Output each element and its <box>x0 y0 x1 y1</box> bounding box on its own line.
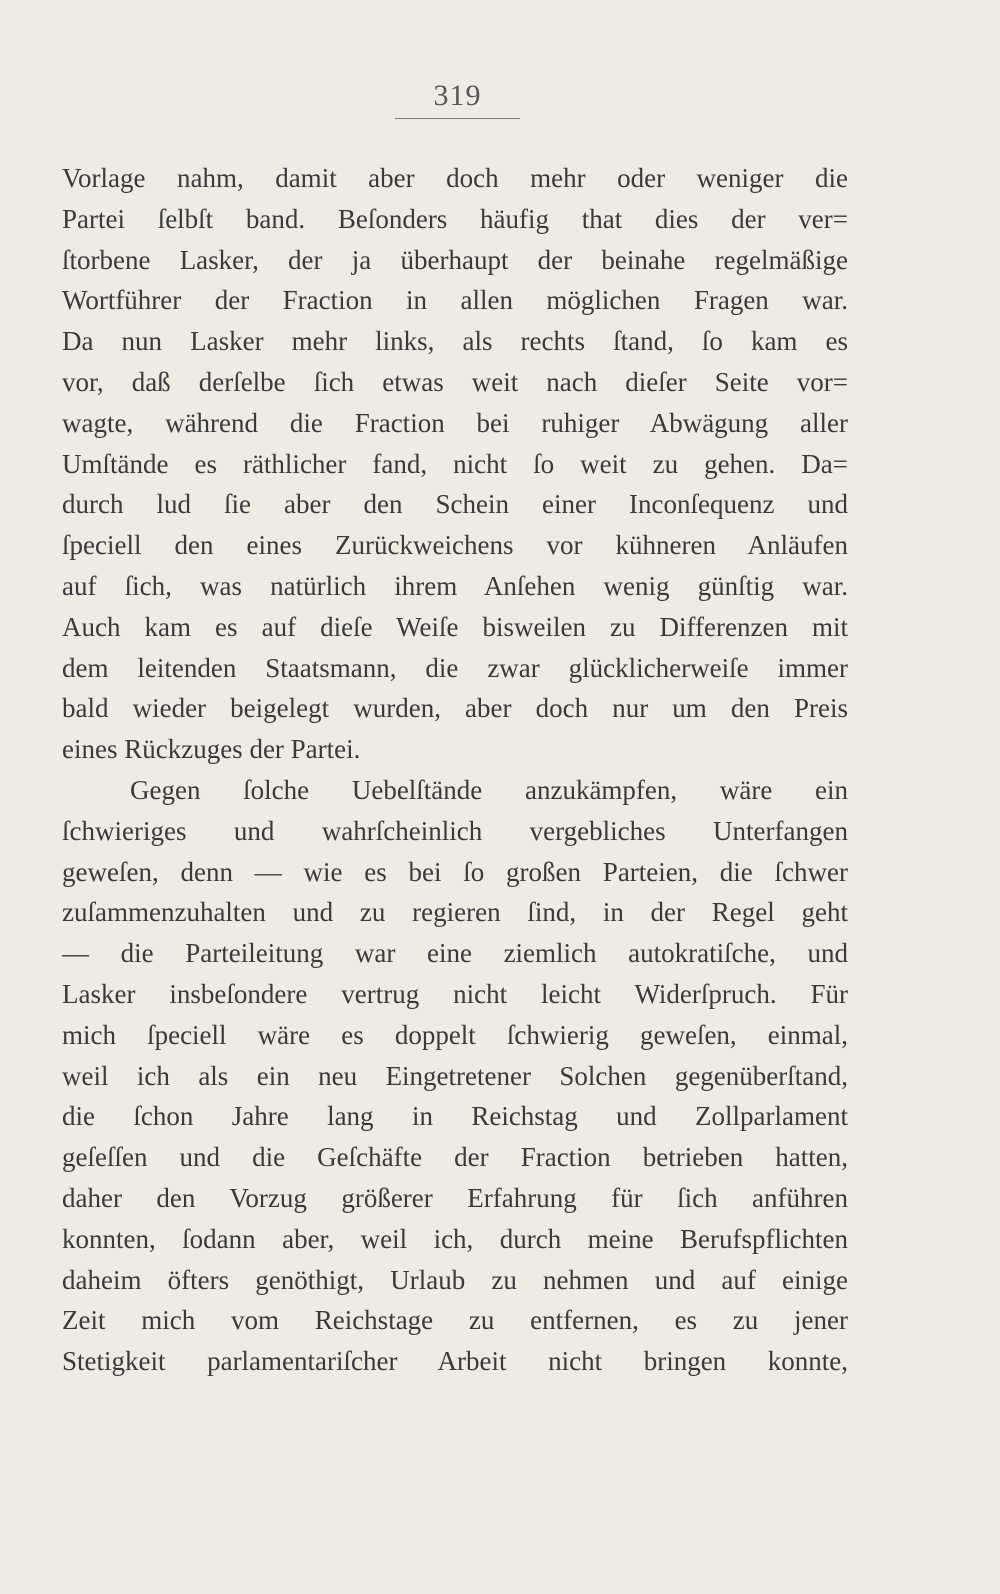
text-line: ſchwieriges und wahrſcheinlich vergebliches Unterfangen <box>62 815 848 846</box>
text-line: geweſen, denn — wie es bei ſo großen Parteien, die ſchwer <box>62 856 848 887</box>
text-line: eines Rückzuges der Partei. <box>62 734 361 765</box>
text-line: zuſammenzuhalten und zu regieren ſind, in der Regel geht <box>62 897 848 928</box>
text-line: ſtorbene Lasker, der ja überhaupt der beinahe regelmäßige <box>62 244 848 275</box>
text-line: Gegen ſolche Uebelſtände anzukämpfen, wäre ein <box>130 774 848 805</box>
text-line: daher den Vorzug größerer Erfahrung für ſich anführen <box>62 1182 848 1213</box>
text-line: geſeſſen und die Geſchäfte der Fraction betrieben hatten, <box>62 1142 848 1173</box>
text-line: ſpeciell den eines Zurückweichens vor kühneren Anläufen <box>62 530 848 561</box>
paragraph-2 <box>62 770 848 1382</box>
text-line: Auch kam es auf dieſe Weiſe bisweilen zu Differenzen mit <box>62 611 848 642</box>
body-text <box>62 158 848 1382</box>
text-line: Umſtände es räthlicher fand, nicht ſo weit zu gehen. Da= <box>62 448 848 479</box>
text-line: bald wieder beigelegt wurden, aber doch nur um den Preis <box>62 693 848 724</box>
text-line: auf ſich, was natürlich ihrem Anſehen wenig günſtig war. <box>62 570 848 601</box>
text-line: Wortführer der Fraction in allen möglichen Fragen war. <box>62 285 848 316</box>
text-line: Da nun Lasker mehr links, als rechts ſtand, ſo kam es <box>62 326 848 357</box>
text-line: konnten, ſodann aber, weil ich, durch meine Berufspflichten <box>62 1223 848 1254</box>
text-line: durch lud ſie aber den Schein einer Inconſequenz und <box>62 489 848 520</box>
paragraph-1 <box>62 158 848 770</box>
text-line: — die Parteileitung war eine ziemlich autokratiſche, und <box>62 938 848 969</box>
text-line: Vorlage nahm, damit aber doch mehr oder weniger die <box>62 163 848 193</box>
text-line: daheim öfters genöthigt, Urlaub zu nehmen und auf einige <box>62 1264 848 1295</box>
text-line: Lasker insbeſondere vertrug nicht leicht Widerſpruch. Für <box>62 978 848 1009</box>
text-line: Zeit mich vom Reichstage zu entfernen, es zu jener <box>62 1305 848 1336</box>
page-number: 319 <box>433 79 482 112</box>
text-line: mich ſpeciell wäre es doppelt ſchwierig geweſen, einmal, <box>62 1019 848 1050</box>
page-number-rule <box>395 118 520 119</box>
text-line: die ſchon Jahre lang in Reichstag und Zollparlament <box>62 1101 848 1132</box>
text-line: dem leitenden Staatsmann, die zwar glücklicherweiſe immer <box>62 652 848 683</box>
text-line: weil ich als ein neu Eingetretener Solchen gegenüberſtand, <box>62 1060 848 1091</box>
text-line: vor, daß derſelbe ſich etwas weit nach dieſer Seite vor= <box>62 366 848 397</box>
text-line: wagte, während die Fraction bei ruhiger Abwägung aller <box>62 407 848 438</box>
text-line: Stetigkeit parlamentariſcher Arbeit nicht bringen konnte, <box>62 1346 848 1377</box>
text-line: Partei ſelbſt band. Beſonders häufig that dies der ver= <box>62 203 848 234</box>
